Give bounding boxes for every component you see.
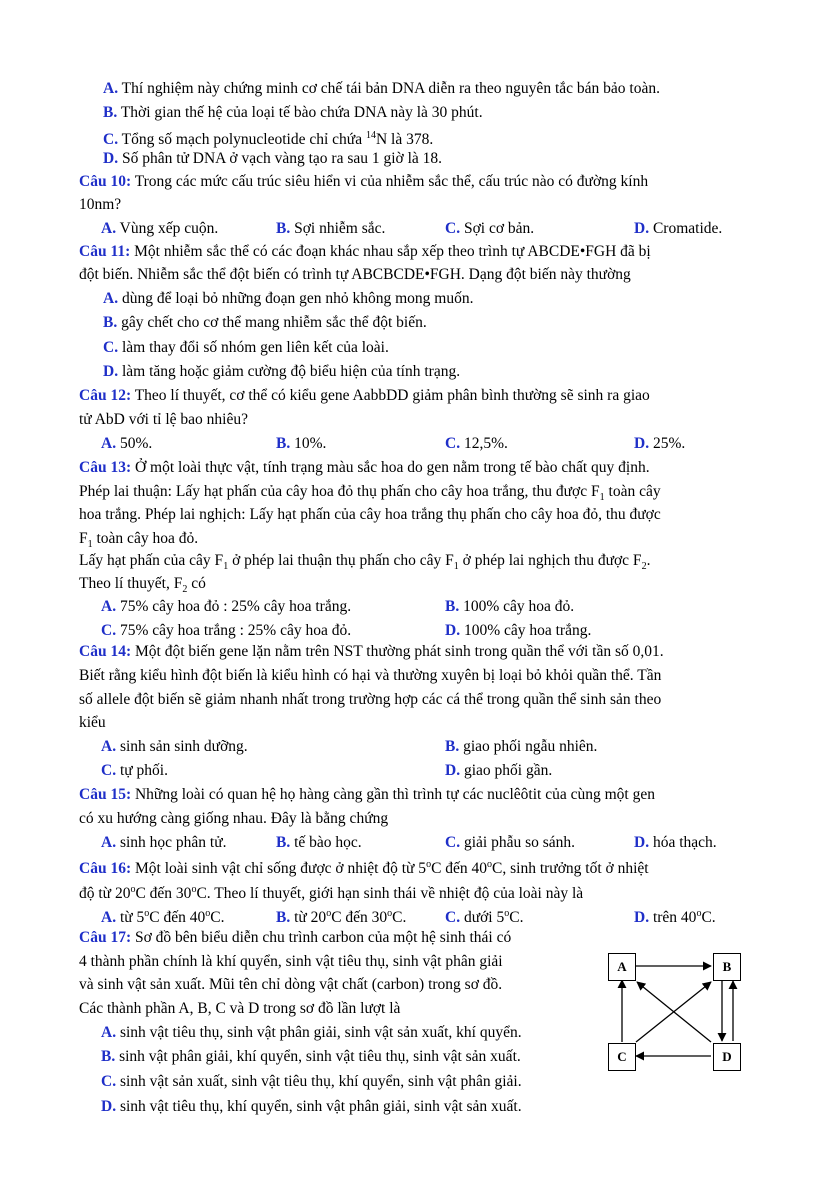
q17-option-a: A. sinh vật tiêu thụ, sinh vật phân giải, sinh vật sản xuất, khí quyển. <box>101 1024 522 1041</box>
q15-stem-cont: có xu hướng càng giống nhau. Đây là bằng chứng <box>79 810 389 827</box>
q13-stem-line3: hoa trắng. Phép lai nghịch: Lấy hạt phấn của cây hoa trắng thụ phấn cho cây hoa đỏ, thu được <box>79 506 661 523</box>
q15-stem: Câu 15: Những loài có quan hệ họ hàng càng gần thì trình tự các nuclêôtit của cùng một gen <box>79 786 655 803</box>
q12-stem: Câu 12: Theo lí thuyết, cơ thể có kiểu gene AabbDD giảm phân bình thường sẽ sinh ra giao <box>79 387 650 404</box>
q17-stem-line3: và sinh vật sản xuất. Mũi tên chỉ dòng vật chất (carbon) trong sơ đồ. <box>79 976 503 993</box>
q14-option-a: A. sinh sản sinh dưỡng. <box>101 738 248 755</box>
q14-option-d: D. giao phối gần. <box>445 762 553 779</box>
node-c: C <box>608 1043 636 1071</box>
q15-option-d: D. hóa thạch. <box>634 834 717 851</box>
q17-stem: Câu 17: Sơ đồ bên biểu diễn chu trình carbon của một hệ sinh thái có <box>79 929 512 946</box>
q15-option-a: A. sinh học phân tử. <box>101 834 227 851</box>
q10-stem-cont: 10nm? <box>79 196 122 213</box>
q17-option-b: B. sinh vật phân giải, khí quyển, sinh vật tiêu thụ, sinh vật sản xuất. <box>101 1048 521 1065</box>
node-b: B <box>713 953 741 981</box>
q15-option-c: C. giải phẫu so sánh. <box>445 834 576 851</box>
node-d: D <box>713 1043 741 1071</box>
q17-option-c: C. sinh vật sản xuất, sinh vật tiêu thụ, khí quyển, sinh vật phân giải. <box>101 1073 522 1090</box>
q13-option-a: A. 75% cây hoa đỏ : 25% cây hoa trắng. <box>101 598 352 615</box>
q12-option-c: C. 12,5%. <box>445 435 508 452</box>
q13-stem-line5: Lấy hạt phấn của cây $F_1$ ở phép lai thuận thụ phấn cho cây $F_1$ ở phép lai nghịch thu được $F_2$. <box>79 552 651 573</box>
q9-option-a: A. Thí nghiệm này chứng minh cơ chế tái bản DNA diễn ra theo nguyên tắc bán bảo toàn. <box>103 80 660 97</box>
q16-stem-cont: độ từ 20$^o$C đến 30$^o$C. Theo lí thuyết, giới hạn sinh thái về nhiệt độ của loài này là <box>79 884 584 903</box>
q13-stem-line6: Theo lí thuyết, $F_2$ có <box>79 575 206 596</box>
q17-stem-line2: 4 thành phần chính là khí quyển, sinh vật tiêu thụ, sinh vật phân giải <box>79 953 503 970</box>
q10-option-c: C. Sợi cơ bản. <box>445 220 535 237</box>
node-a: A <box>608 953 636 981</box>
q12-option-b: B. 10%. <box>276 435 327 452</box>
q14-option-b: B. giao phối ngẫu nhiên. <box>445 738 598 755</box>
q10-stem: Câu 10: Trong các mức cấu trúc siêu hiển vi của nhiễm sắc thể, cấu trúc nào có đường kính <box>79 173 649 190</box>
q13-option-b: B. 100% cây hoa đỏ. <box>445 598 575 615</box>
q12-option-a: A. 50%. <box>101 435 153 452</box>
q10-option-b: B. Sợi nhiễm sắc. <box>276 220 386 237</box>
q9-option-d: D. Số phân tử DNA ở vạch vàng tạo ra sau 1 giờ là 18. <box>103 150 443 167</box>
q12-stem-cont: tử AbD với tỉ lệ bao nhiêu? <box>79 411 248 428</box>
q14-option-c: C. tự phối. <box>101 762 168 779</box>
q16-option-d: D. trên 40$^o$C. <box>634 908 716 927</box>
q14-stem-line4: kiểu <box>79 714 106 731</box>
q17-stem-line4: Các thành phần A, B, C và D trong sơ đồ lần lượt là <box>79 1000 401 1017</box>
q13-stem-line2: Phép lai thuận: Lấy hạt phấn của cây hoa đỏ thụ phấn cho cây hoa trắng, thu được $F_1$ toàn cây <box>79 483 661 504</box>
q11-stem-cont: đột biến. Nhiễm sắc thể đột biến có trình tự ABCBCDE•FGH. Dạng đột biến này thường <box>79 266 631 283</box>
q11-option-b: B. gây chết cho cơ thể mang nhiễm sắc thể đột biến. <box>103 314 427 331</box>
q11-stem: Câu 11: Một nhiễm sắc thể có các đoạn khác nhau sắp xếp theo trình tự ABCDE•FGH đã bị <box>79 243 651 260</box>
q11-option-d: D. làm tăng hoặc giảm cường độ biểu hiện của tính trạng. <box>103 363 461 380</box>
q14-stem: Câu 14: Một đột biến gene lặn nằm trên NST thường phát sinh trong quần thể với tần số 0,01. <box>79 643 664 660</box>
q14-stem-line2: Biết rằng kiểu hình đột biến là kiểu hình có hại và thường xuyên bị loại bỏ khỏi quần thể. Tần <box>79 667 662 684</box>
q11-option-a: A. dùng để loại bỏ những đoạn gen nhỏ không mong muốn. <box>103 290 474 307</box>
q10-option-a: A. Vùng xếp cuộn. <box>101 220 219 237</box>
q16-option-b: B. từ 20$^o$C đến 30$^o$C. <box>276 908 407 927</box>
q17-option-d: D. sinh vật tiêu thụ, khí quyển, sinh vật phân giải, sinh vật sản xuất. <box>101 1098 522 1115</box>
q9-option-b: B. Thời gian thế hệ của loại tế bào chứa DNA này là 30 phút. <box>103 104 483 121</box>
q13-stem-line4: $F_1$ toàn cây hoa đỏ. <box>79 530 199 551</box>
q14-stem-line3: số allele đột biến sẽ giảm nhanh nhất trong trường hợp các cá thể trong quần thể sinh sản theo <box>79 691 662 708</box>
q16-stem: Câu 16: Một loài sinh vật chỉ sống được ở nhiệt độ từ 5$^o$C đến 40$^o$C, sinh trưởng tốt ở nhiệt <box>79 859 649 878</box>
q13-option-c: C. 75% cây hoa trắng : 25% cây hoa đỏ. <box>101 622 352 639</box>
q15-option-b: B. tế bào học. <box>276 834 362 851</box>
q10-option-d: D. Cromatide. <box>634 220 723 237</box>
q16-option-a: A. từ 5$^o$C đến 40$^o$C. <box>101 908 225 927</box>
q16-option-c: C. dưới 5$^o$C. <box>445 908 524 927</box>
q13-stem: Câu 13: Ở một loài thực vật, tính trạng màu sắc hoa do gen nằm trong tế bào chất quy định. <box>79 459 650 476</box>
q12-option-d: D. 25%. <box>634 435 686 452</box>
q11-option-c: C. làm thay đổi số nhóm gen liên kết của loài. <box>103 339 389 356</box>
q13-option-d: D. 100% cây hoa trắng. <box>445 622 592 639</box>
q9-option-c: C. Tổng số mạch polynucleotide chỉ chứa $^{14}$N là 378. <box>103 130 434 149</box>
